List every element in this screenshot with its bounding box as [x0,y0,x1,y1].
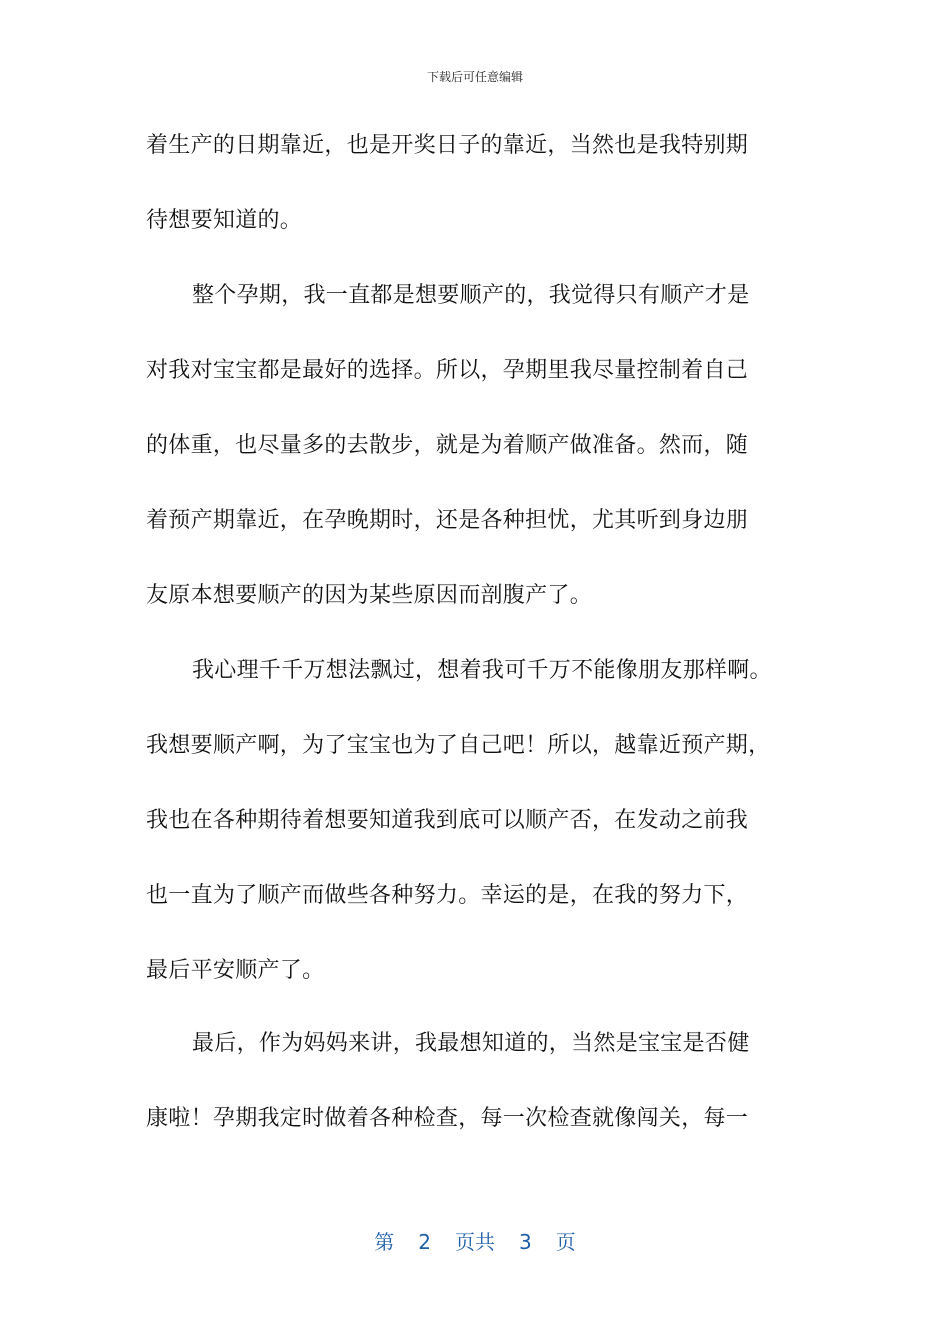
paragraph-start-line: 整个孕期，我一直都是想要顺产的，我觉得只有顺产才是 [192,283,750,308]
text-line: 也一直为了顺产而做些各种努力。幸运的是，在我的努力下， [146,883,749,908]
text-line: 我也在各种期待着想要知道我到底可以顺产否，在发动之前我 [146,808,749,833]
paragraph-start-line: 最后，作为妈妈来讲，我最想知道的，当然是宝宝是否健 [192,1031,750,1056]
text-line: 友原本想要顺产的因为某些原因而剖腹产了。 [146,583,593,608]
text-line: 着生产的日期靠近，也是开奖日子的靠近，当然也是我特别期 [146,133,749,158]
page-footer [0,1226,950,1255]
text-line: 我想要顺产啊，为了宝宝也为了自己吧！所以，越靠近预产期， [146,733,771,758]
text-line: 康啦！孕期我定时做着各种检查，每一次检查就像闯关，每一 [146,1106,749,1131]
footer-middle: 页共 [455,1230,495,1254]
footer-suffix: 页 [555,1230,576,1254]
text-line: 的体重，也尽量多的去散步，就是为着顺产做准备。然而，随 [146,433,749,458]
page-header-note: 下载后可任意编辑 [426,70,523,84]
text-line: 对我对宝宝都是最好的选择。所以，孕期里我尽量控制着自己 [146,358,749,383]
text-line: 最后平安顺产了。 [146,958,325,983]
text-line: 着预产期靠近，在孕晚期时，还是各种担忧，尤其听到身边朋 [146,508,749,533]
footer-prefix: 第 [374,1230,395,1254]
paragraph-start-line: 我心理千千万想法飘过，想着我可千万不能像朋友那样啊。 [192,658,772,683]
text-line: 待想要知道的。 [146,208,303,233]
total-page-number: 3 [519,1230,532,1254]
current-page-number: 2 [418,1230,431,1254]
